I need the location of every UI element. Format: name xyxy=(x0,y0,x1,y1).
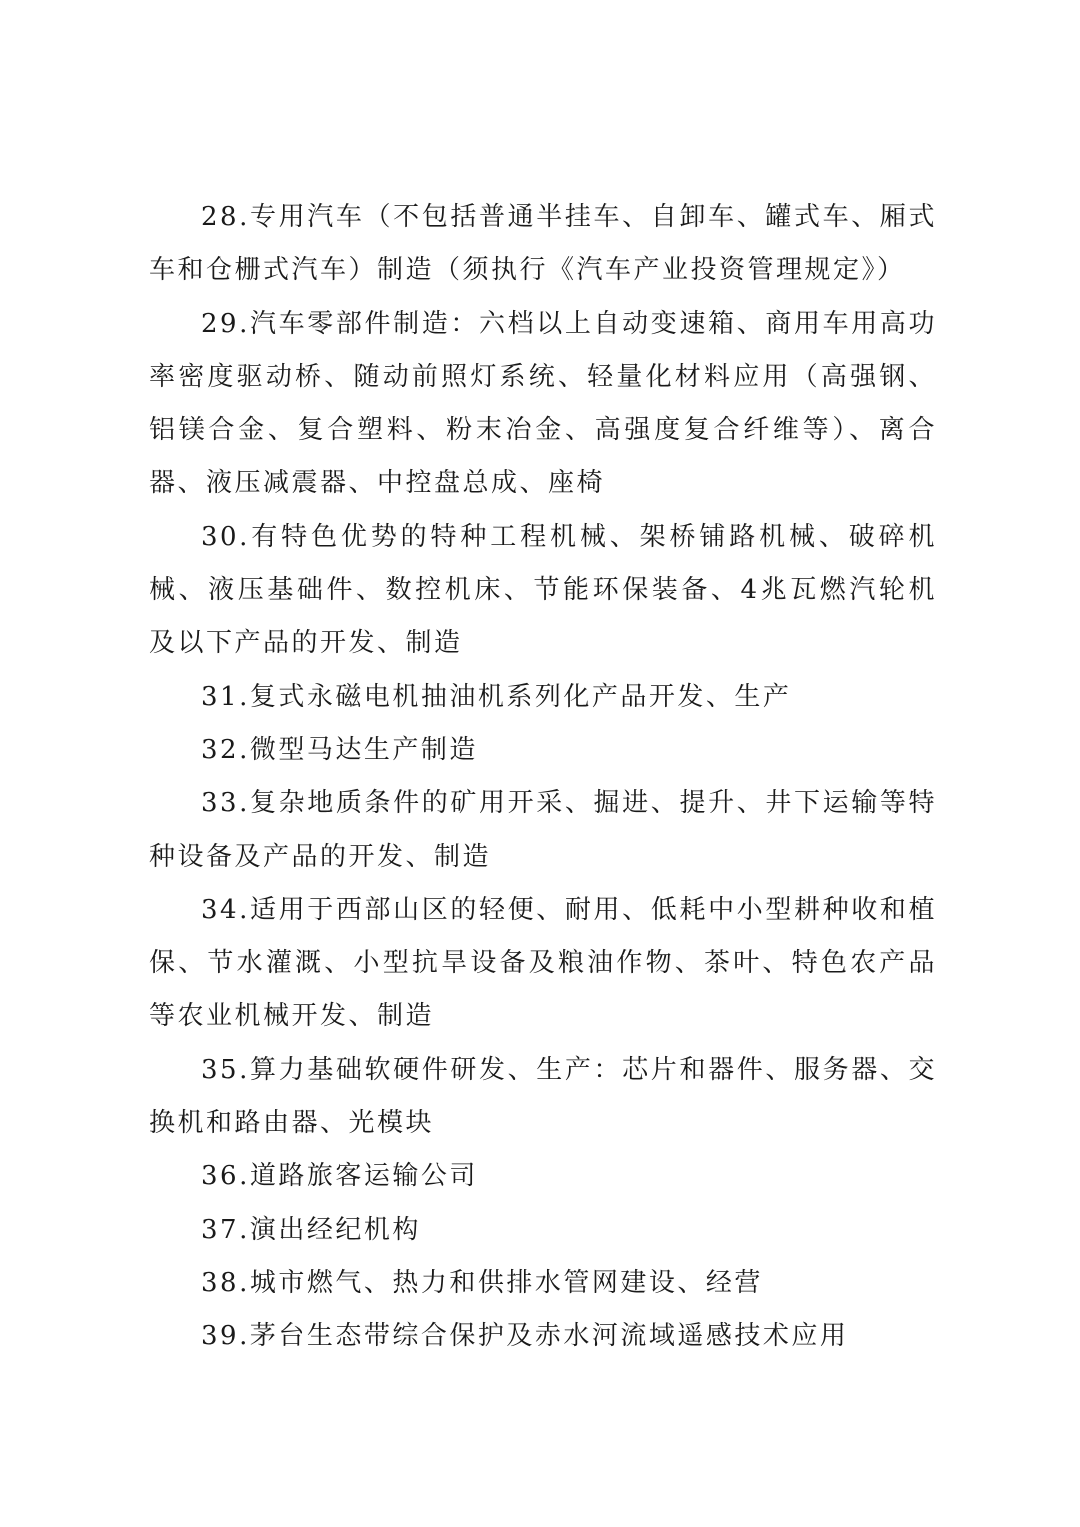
document-body xyxy=(149,191,937,1364)
list-item-37: 37.演出经纪机构 xyxy=(201,1214,421,1245)
list-item-32: 32.微型马达生产制造 xyxy=(201,734,478,765)
list-item-35: 35.算力基础软硬件研发、生产：芯片和器件、服务器、交换机和路由器、光模块 xyxy=(149,1054,937,1139)
list-item-29: 29.汽车零部件制造：六档以上自动变速箱、商用车用高功率密度驱动桥、随动前照灯系统、轻量化材料应用（高强钢、铝镁合金、复合塑料、粉末冶金、高强度复合纤维等）、离合器、液压减震器、中控盘总成、座椅 xyxy=(149,308,937,499)
list-item-31: 31.复式永磁电机抽油机系列化产品开发、生产 xyxy=(201,681,792,712)
list-item-34: 34.适用于西部山区的轻便、耐用、低耗中小型耕种收和植保、节水灌溉、小型抗旱设备及粮油作物、茶叶、特色农产品等农业机械开发、制造 xyxy=(149,894,937,1032)
list-item-38: 38.城市燃气、热力和供排水管网建设、经营 xyxy=(201,1267,763,1298)
list-item-36: 36.道路旅客运输公司 xyxy=(201,1161,478,1192)
list-item-39: 39.茅台生态带综合保护及赤水河流域遥感技术应用 xyxy=(201,1321,849,1352)
list-item-30: 30.有特色优势的特种工程机械、架桥铺路机械、破碎机械、液压基础件、数控机床、节能环保装备、4兆瓦燃汽轮机及以下产品的开发、制造 xyxy=(149,521,937,659)
list-item-28: 28.专用汽车（不包括普通半挂车、自卸车、罐式车、厢式车和仓栅式汽车）制造（须执行《汽车产业投资管理规定》） xyxy=(149,202,937,286)
list-item-33: 33.复杂地质条件的矿用开采、掘进、提升、井下运输等特种设备及产品的开发、制造 xyxy=(149,788,937,872)
